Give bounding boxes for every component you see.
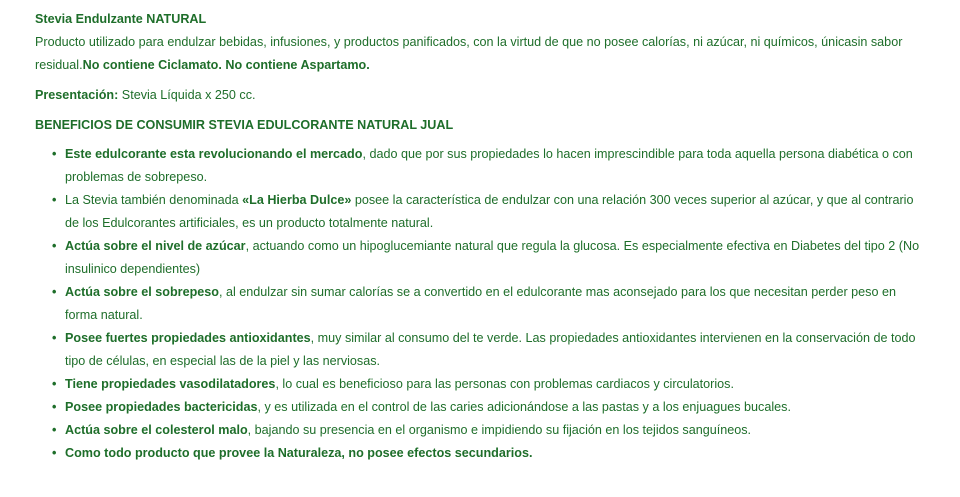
benefit-item (35, 327, 930, 373)
benefit-bold: Posee fuertes propiedades antioxidantes (65, 331, 311, 345)
bullet-icon: • (52, 147, 57, 161)
bullet-icon: • (52, 285, 57, 299)
benefit-bold: Posee propiedades bactericidas (65, 400, 258, 414)
bullet-icon: • (52, 239, 57, 253)
benefit-bold: Este edulcorante esta revolucionando el mercado (65, 147, 363, 161)
benefit-rest: posee la característica de endulzar con una relación 300 veces superior al azúcar, y que al contrario de los Edulcorantes artificiales, es un producto totalmente natural. (65, 193, 914, 230)
presentation-line (35, 84, 930, 107)
bullet-icon: • (52, 377, 57, 391)
benefit-item (35, 373, 930, 396)
product-intro (35, 31, 930, 77)
benefit-rest: , y es utilizada en el control de las caries adicionándose a las pastas y a los enjuagues bucales. (257, 400, 791, 414)
presentation-value: Stevia Líquida x 250 cc. (118, 88, 256, 102)
benefit-item (35, 396, 930, 419)
benefits-list (35, 143, 930, 465)
bullet-icon: • (52, 400, 57, 414)
benefit-item (35, 235, 930, 281)
benefit-item (35, 189, 930, 235)
benefit-pre: La Stevia también denominada (65, 193, 243, 207)
benefit-item (35, 143, 930, 189)
benefit-item (35, 419, 930, 442)
benefit-bold: Actúa sobre el sobrepeso (65, 285, 219, 299)
benefit-rest: , actuando como un hipoglucemiante natural que regula la glucosa. Es especialmente efectiva en Diabetes del tipo 2 (No insulinico dependientes) (65, 239, 920, 276)
benefits-heading: BENEFICIOS DE CONSUMIR STEVIA EDULCORANTE NATURAL JUAL (35, 118, 454, 132)
bullet-icon: • (52, 193, 57, 207)
benefit-bold: Actúa sobre el nivel de azúcar (65, 239, 246, 253)
benefit-item (35, 281, 930, 327)
bullet-icon: • (52, 423, 57, 437)
product-title: Stevia Endulzante NATURAL (35, 12, 207, 26)
intro-bold-text: No contiene Ciclamato. No contiene Aspartamo. (82, 58, 370, 72)
presentation-label: Presentación: (35, 88, 119, 102)
benefit-rest: , muy similar al consumo del te verde. Las propiedades antioxidantes intervienen en la conservación de todo tipo de células, en especial las de la piel y las nerviosas. (65, 331, 916, 368)
benefit-bold: «La Hierba Dulce» (242, 193, 352, 207)
benefit-rest: , dado que por sus propiedades lo hacen imprescindible para toda aquella persona diabética o con problemas de sobrepeso. (65, 147, 913, 184)
bullet-icon: • (52, 446, 57, 460)
intro-text: Producto utilizado para endulzar bebidas, infusiones, y productos panificados, con la virtud de que no posee calorías, ni azúcar, ni químicos, únicasin sabor residual. (35, 35, 903, 72)
benefit-rest: , lo cual es beneficioso para las personas con problemas cardiacos y circulatorios. (275, 377, 734, 391)
benefit-item (35, 442, 930, 465)
bullet-icon: • (52, 331, 57, 345)
benefit-rest: , bajando su presencia en el organismo e impidiendo su fijación en los tejidos sanguíneos. (247, 423, 752, 437)
product-description (35, 8, 930, 465)
benefit-bold: Actúa sobre el colesterol malo (65, 423, 248, 437)
benefit-rest: , al endulzar sin sumar calorías se a convertido en el edulcorante mas aconsejado para los que necesitan perder peso en forma natural. (65, 285, 896, 322)
benefit-bold: Tiene propiedades vasodilatadores (65, 377, 276, 391)
benefit-bold: Como todo producto que provee la Naturaleza, no posee efectos secundarios. (65, 446, 533, 460)
